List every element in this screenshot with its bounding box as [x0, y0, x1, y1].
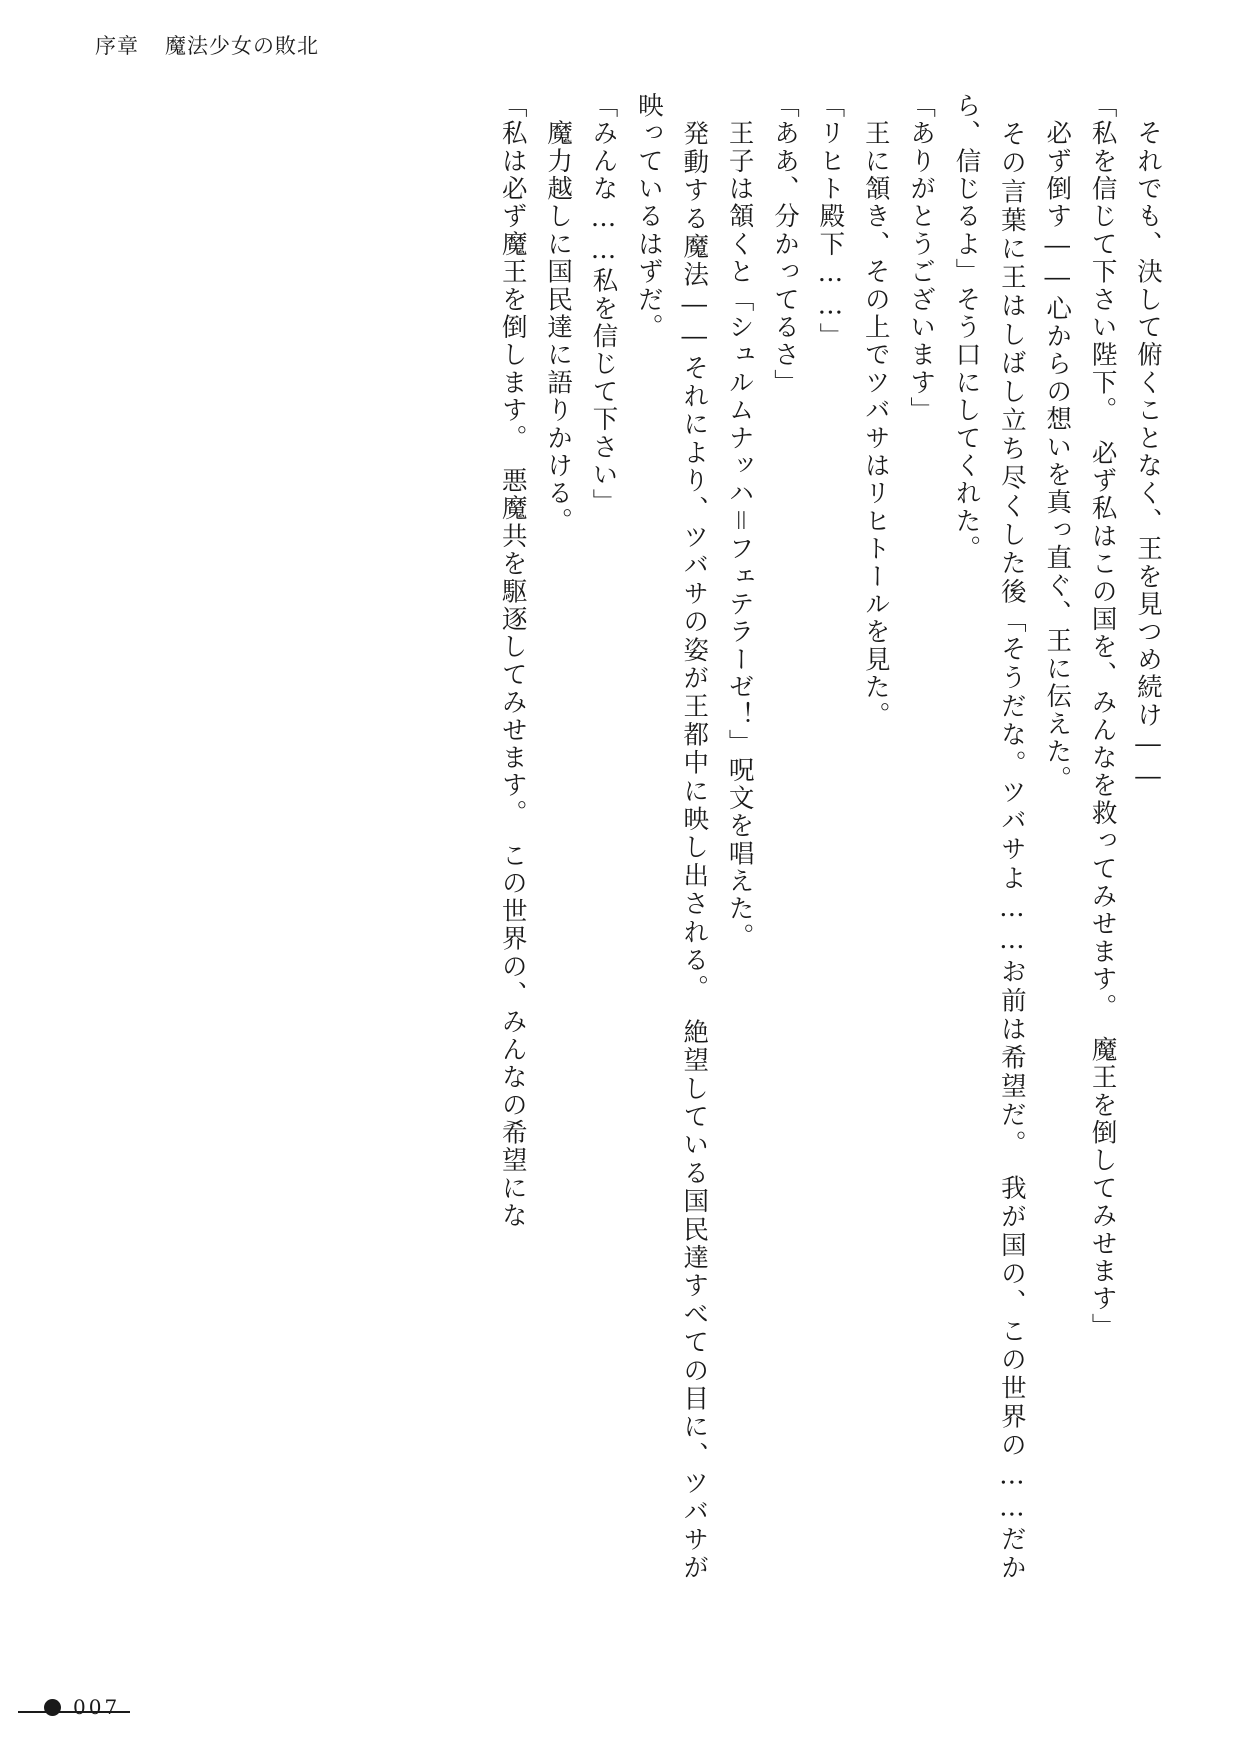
chapter-title: 魔法少女の敗北	[165, 34, 319, 58]
paragraph: それでも、決して俯くことなく、王を見つめ続け――	[1133, 92, 1163, 794]
folio	[44, 1695, 120, 1719]
paragraph: 「ああ、分かってるさ」	[770, 92, 800, 397]
paragraph: 必ず倒す――心からの想いを真っ直ぐ、王に伝えた。	[1042, 92, 1073, 794]
page-text-body	[60, 92, 1170, 1582]
paragraph: 「ありがとうございます」	[906, 92, 937, 425]
paragraph: 「みんな……私を信じて下さい」	[588, 92, 619, 517]
paragraph: 王に頷き、その上でツバサはリヒトールを見た。	[860, 92, 891, 730]
chapter-number: 序章	[95, 34, 139, 58]
paragraph: その言葉に王はしばし立ち尽くした後「そうだな。ツバサよ……お前は希望だ。 我が国の、この世界の……だから、信じるよ」そう口にしてくれた。	[951, 92, 1027, 1582]
paragraph: 発動する魔法――それにより、ツバサの姿が王都中に映し出される。 絶望している国民達すべての目に、ツバサが映っているはずだ。	[633, 92, 710, 1582]
paragraph: 王子は頷くと「シュルムナッハ＝フェテラーゼ！」呪文を唱えた。	[724, 92, 755, 951]
folio-dot-icon	[44, 1699, 61, 1716]
paragraph: 「私を信じて下さい陛下。 必ず私はこの国を、みんなを救ってみせます。 魔王を倒してみせます」	[1087, 92, 1118, 1341]
running-header	[95, 30, 319, 60]
page-number: 007	[73, 1695, 121, 1719]
paragraph: 「リヒト殿下……」	[815, 92, 846, 351]
paragraph: 「私は必ず魔王を倒します。 悪魔共を駆逐してみせます。 この世界の、みんなの希望にな	[497, 92, 528, 1230]
paragraph: 魔力越しに国民達に語りかける。	[543, 92, 574, 536]
